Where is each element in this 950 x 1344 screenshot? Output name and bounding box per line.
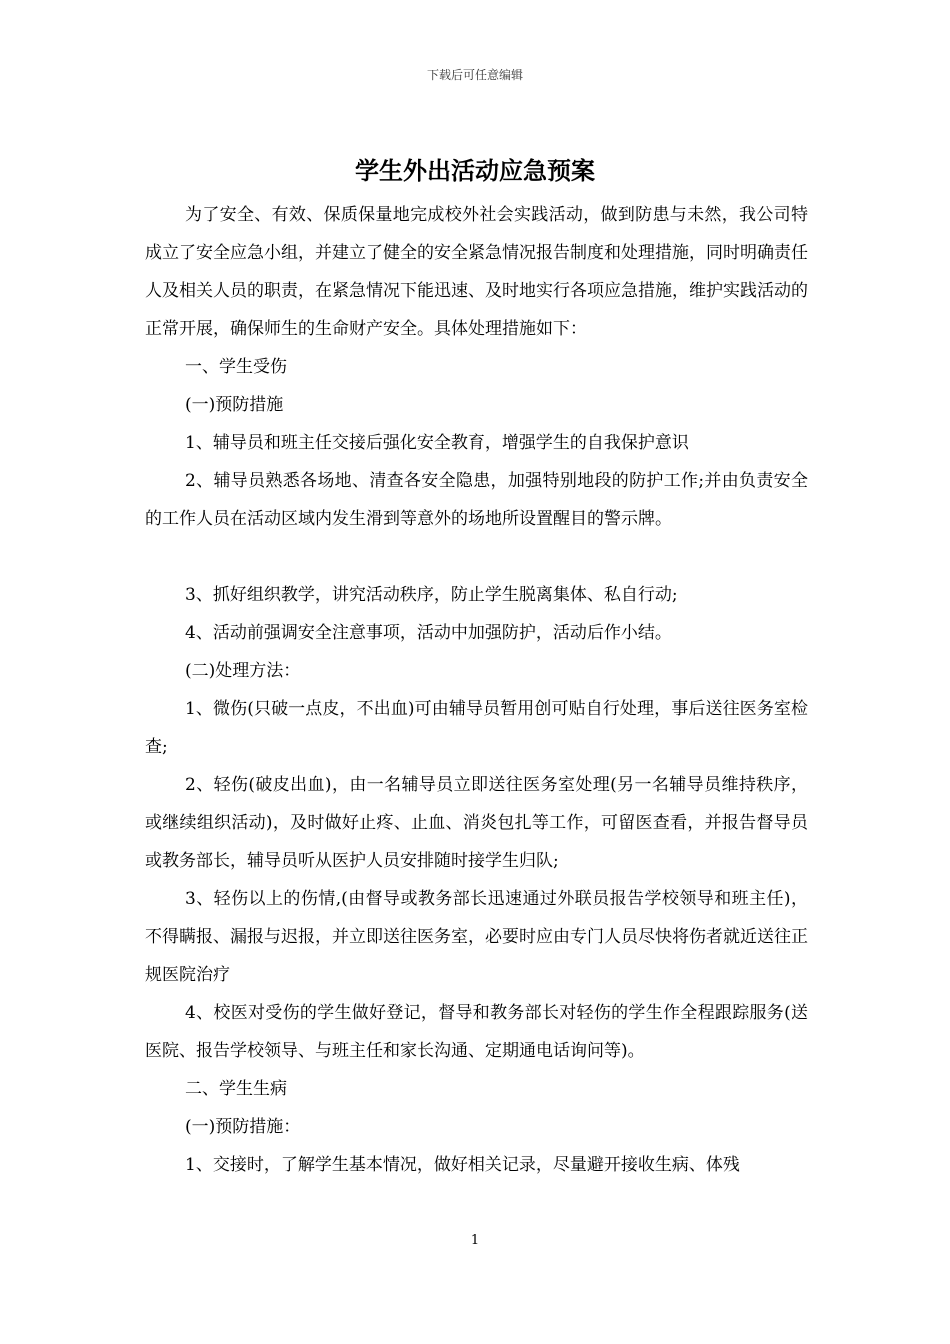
list-item: 2、辅导员熟悉各场地、清查各安全隐患，加强特别地段的防护工作;并由负责安全的工作人员在活动区域内发生滑到等意外的场地所设置醒目的警示牌。 <box>145 471 808 529</box>
list-item: 2、轻伤(破皮出血)，由一名辅导员立即送往医务室处理(另一名辅导员维持秩序，或继续组织活动)，及时做好止疼、止血、消炎包扎等工作，可留医查看，并报告督导员或教务部长，辅导员听从医护人员安排随时接学生归队; <box>145 775 808 871</box>
section-heading-injury: 一、学生受伤 <box>185 357 287 377</box>
subsection-heading-prevention: (一)预防措施 <box>185 395 284 415</box>
list-item: 3、轻伤以上的伤情,(由督导或教务部长迅速通过外联员报告学校领导和班主任)，不得瞒报、漏报与迟报，并立即送往医务室，必要时应由专门人员尽快将伤者就近送往正规医院治疗 <box>145 889 808 985</box>
intro-paragraph: 为了安全、有效、保质保量地完成校外社会实践活动，做到防患与未然，我公司特成立了安全应急小组，并建立了健全的安全紧急情况报告制度和处理措施，同时明确责任人及相关人员的职责，在紧急情况下能迅速、及时地实行各项应急措施，维护实践活动的正常开展，确保师生的生命财产安全。具体处理措施如下： <box>145 205 808 339</box>
document-body <box>145 196 808 1184</box>
header-note: 下载后可任意编辑 <box>426 68 523 82</box>
document-title: 学生外出活动应急预案 <box>355 157 595 185</box>
subsection-heading-handling: (二)处理方法： <box>185 661 301 681</box>
list-item: 1、交接时，了解学生基本情况，做好相关记录，尽量避开接收生病、体残 <box>185 1155 740 1175</box>
list-item: 1、辅导员和班主任交接后强化安全教育，增强学生的自我保护意识 <box>185 433 689 453</box>
page-number: 1 <box>470 1233 480 1248</box>
blank-line <box>145 538 808 576</box>
list-item: 4、校医对受伤的学生做好登记，督导和教务部长对轻伤的学生作全程跟踪服务(送医院、报告学校领导、与班主任和家长沟通、定期通电话询问等)。 <box>145 1003 808 1061</box>
list-item: 4、活动前强调安全注意事项，活动中加强防护，活动后作小结。 <box>185 623 672 643</box>
section-heading-illness: 二、学生生病 <box>185 1079 287 1099</box>
list-item: 1、微伤(只破一点皮，不出血)可由辅导员暂用创可贴自行处理，事后送往医务室检查; <box>145 699 808 757</box>
subsection-heading-prevention-2: (一)预防措施： <box>185 1117 301 1137</box>
list-item: 3、抓好组织教学，讲究活动秩序，防止学生脱离集体、私自行动; <box>185 585 678 605</box>
